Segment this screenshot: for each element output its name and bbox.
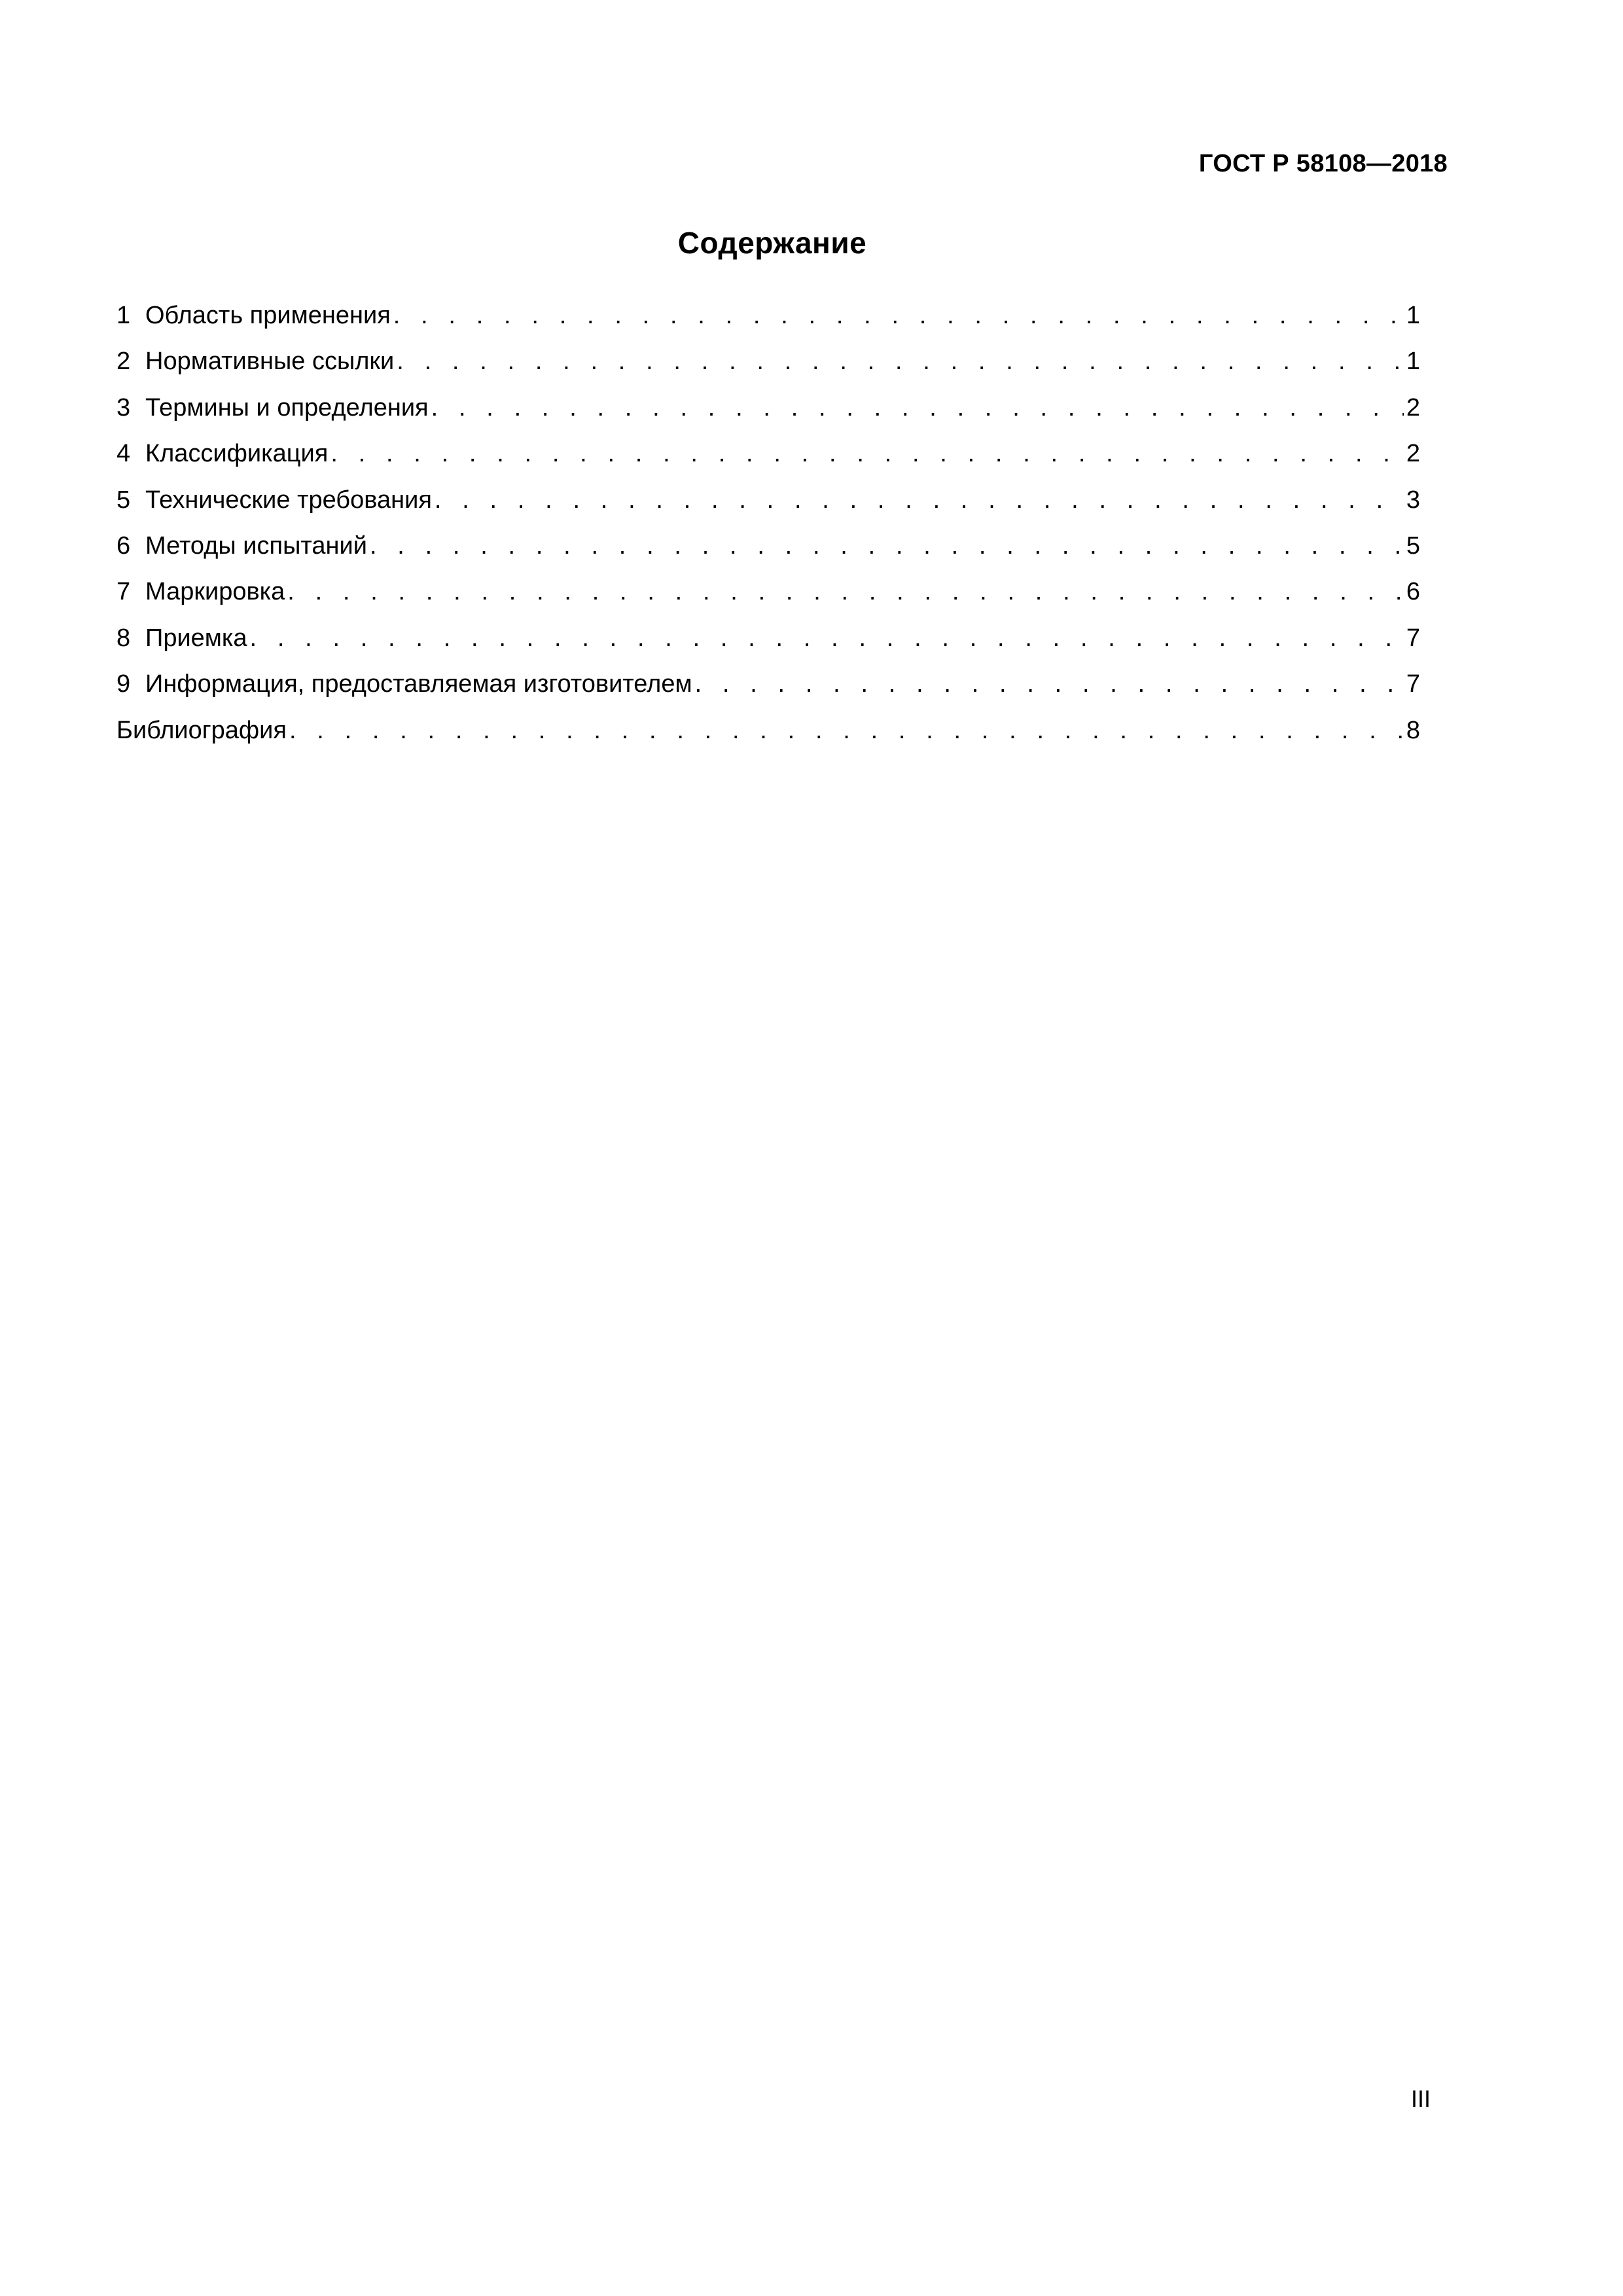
toc-item-number: 1 — [116, 302, 131, 329]
toc-item-number: 7 — [116, 578, 131, 606]
toc-item-scope[interactable] — [116, 298, 1420, 344]
toc-item-title: Нормативные ссылки — [145, 348, 395, 376]
toc-item-acceptance[interactable] — [116, 621, 1420, 667]
toc-item-title: Приемка — [145, 624, 247, 652]
toc-item-number: 5 — [116, 486, 131, 514]
toc-leader-dots — [250, 621, 1404, 655]
toc-leader-dots — [370, 529, 1404, 563]
toc-item-test-methods[interactable] — [116, 529, 1420, 575]
toc-item-page: 5 — [1406, 531, 1420, 560]
toc-item-bibliography[interactable] — [116, 713, 1420, 759]
toc-leader-dots — [287, 575, 1404, 609]
toc-item-number: 6 — [116, 531, 131, 560]
toc-item-title: Библиография — [116, 716, 287, 744]
toc-item-title: Классификация — [145, 440, 329, 468]
toc-item-page: 1 — [1406, 302, 1420, 329]
table-of-contents — [116, 298, 1420, 759]
toc-item-page: 6 — [1406, 578, 1420, 606]
toc-leader-dots — [289, 713, 1404, 747]
toc-leader-dots — [330, 437, 1404, 471]
toc-item-title: Методы испытаний — [145, 531, 367, 560]
toc-item-classification[interactable] — [116, 437, 1420, 482]
toc-item-page: 1 — [1406, 348, 1420, 376]
toc-item-page: 7 — [1406, 670, 1420, 698]
toc-item-number: 2 — [116, 348, 131, 376]
toc-item-title: Технические требования — [145, 486, 432, 514]
toc-item-page: 8 — [1406, 716, 1420, 744]
toc-item-number: 4 — [116, 440, 131, 468]
toc-item-terms[interactable] — [116, 391, 1420, 437]
toc-title: Содержание — [677, 226, 867, 260]
toc-leader-dots — [393, 298, 1404, 332]
toc-item-marking[interactable] — [116, 575, 1420, 620]
toc-item-page: 3 — [1406, 486, 1420, 514]
toc-leader-dots — [397, 344, 1404, 378]
toc-item-title: Область применения — [145, 302, 391, 329]
toc-leader-dots — [435, 483, 1404, 517]
toc-item-number: 8 — [116, 624, 131, 652]
toc-item-title: Информация, предоставляемая изготовителем — [145, 670, 692, 698]
toc-item-page: 2 — [1406, 393, 1420, 422]
toc-item-normative-references[interactable] — [116, 344, 1420, 390]
toc-item-manufacturer-information[interactable] — [116, 667, 1420, 713]
toc-leader-dots — [695, 667, 1404, 701]
toc-item-title: Маркировка — [145, 578, 285, 606]
toc-item-page: 2 — [1406, 440, 1420, 468]
page-number: III — [1410, 2085, 1431, 2112]
toc-item-number: 9 — [116, 670, 131, 698]
document-code: ГОСТ Р 58108—2018 — [1198, 150, 1448, 177]
toc-item-page: 7 — [1406, 624, 1420, 652]
toc-item-technical-requirements[interactable] — [116, 483, 1420, 529]
toc-leader-dots — [431, 391, 1404, 425]
toc-item-number: 3 — [116, 393, 131, 422]
toc-item-title: Термины и определения — [145, 393, 429, 422]
